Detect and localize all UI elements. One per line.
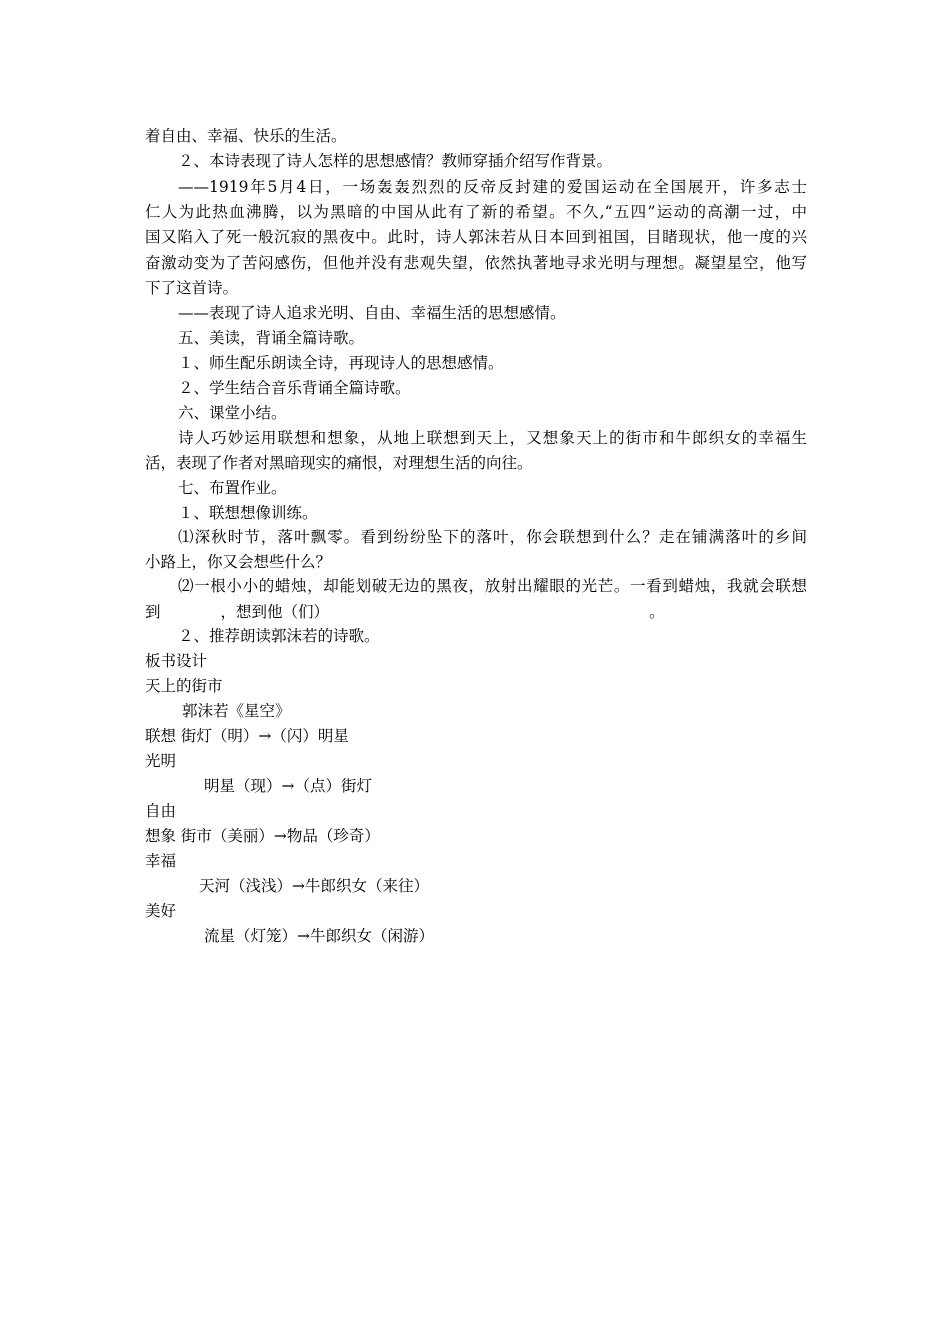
board-label: 自由	[145, 802, 177, 820]
text-line: ２、推荐朗读郭沫若的诗歌。	[178, 627, 380, 645]
board-row: 明星（现）→（点）街灯	[204, 777, 372, 795]
text-line: 诗人巧妙运用联想和想象，从地上联想到天上，又想象天上的街市和牛郎织女的幸福生	[178, 429, 807, 447]
text-line: ２、本诗表现了诗人怎样的思想感情？教师穿插介绍写作背景。	[178, 152, 613, 170]
fill-in-line	[145, 600, 665, 624]
text-line: ２、学生结合音乐背诵全篇诗歌。	[178, 379, 411, 397]
board-label: 美好	[145, 902, 177, 920]
fill-text: 。	[649, 603, 665, 621]
text-line: １、师生配乐朗读全诗，再现诗人的思想感情。	[178, 354, 504, 372]
text-line: ⑵一根小小的蜡烛，却能划破无边的黑夜，放射出耀眼的光芒。一看到蜡烛，我就会联想	[178, 577, 807, 595]
text-line: 五、美读，背诵全篇诗歌。	[178, 329, 365, 347]
fill-text: 到	[145, 603, 161, 621]
text-line: ——表现了诗人追求光明、自由、幸福生活的思想感情。	[178, 304, 566, 322]
board-row: 天河（浅浅）→牛郎织女（来往）	[199, 877, 429, 895]
board-label: 光明	[145, 752, 177, 770]
text-line: 国又陷入了死一般沉寂的黑夜中。此时，诗人郭沫若从日本回到祖国，目睹现状，他一度的兴	[145, 228, 807, 246]
board-author: 郭沫若《星空》	[182, 702, 291, 720]
text-line: 活，表现了作者对黑暗现实的痛恨，对理想生活的向往。	[145, 454, 533, 472]
text-line: ⑴深秋时节，落叶飘零。看到纷纷坠下的落叶，你会联想到什么？走在铺满落叶的乡间	[178, 528, 807, 546]
text-line: 仁人为此热血沸腾，以为黑暗的中国从此有了新的希望。不久,“五四”运动的高潮一过，中	[145, 203, 807, 221]
board-row: 想象 街市（美丽）→物品（珍奇）	[145, 827, 380, 845]
board-heading: 板书设计	[145, 652, 208, 670]
text-line: 奋激动变为了苦闷感伤，但他并没有悲观失望，依然执著地寻求光明与理想。凝望星空，他写	[145, 254, 807, 272]
board-title: 天上的街市	[145, 677, 223, 695]
board-row: 流星（灯笼）→牛郎织女（闲游）	[204, 927, 434, 945]
board-label: 幸福	[145, 852, 177, 870]
text-line: １、联想想像训练。	[178, 504, 318, 522]
text-line: 小路上，你又会想些什么？	[145, 553, 332, 571]
text-line: 下了这首诗。	[145, 279, 239, 297]
text-line: 七、布置作业。	[178, 479, 287, 497]
fill-text: ，想到他（们）	[220, 603, 330, 621]
text-line: 着自由、幸福、快乐的生活。	[145, 127, 347, 145]
board-row: 联想 街灯（明）→（闪）明星	[145, 727, 349, 745]
text-line: 六、课堂小结。	[178, 404, 287, 422]
text-line: ——1919年5月4日，一场轰轰烈烈的反帝反封建的爱国运动在全国展开，许多志士	[178, 178, 807, 196]
